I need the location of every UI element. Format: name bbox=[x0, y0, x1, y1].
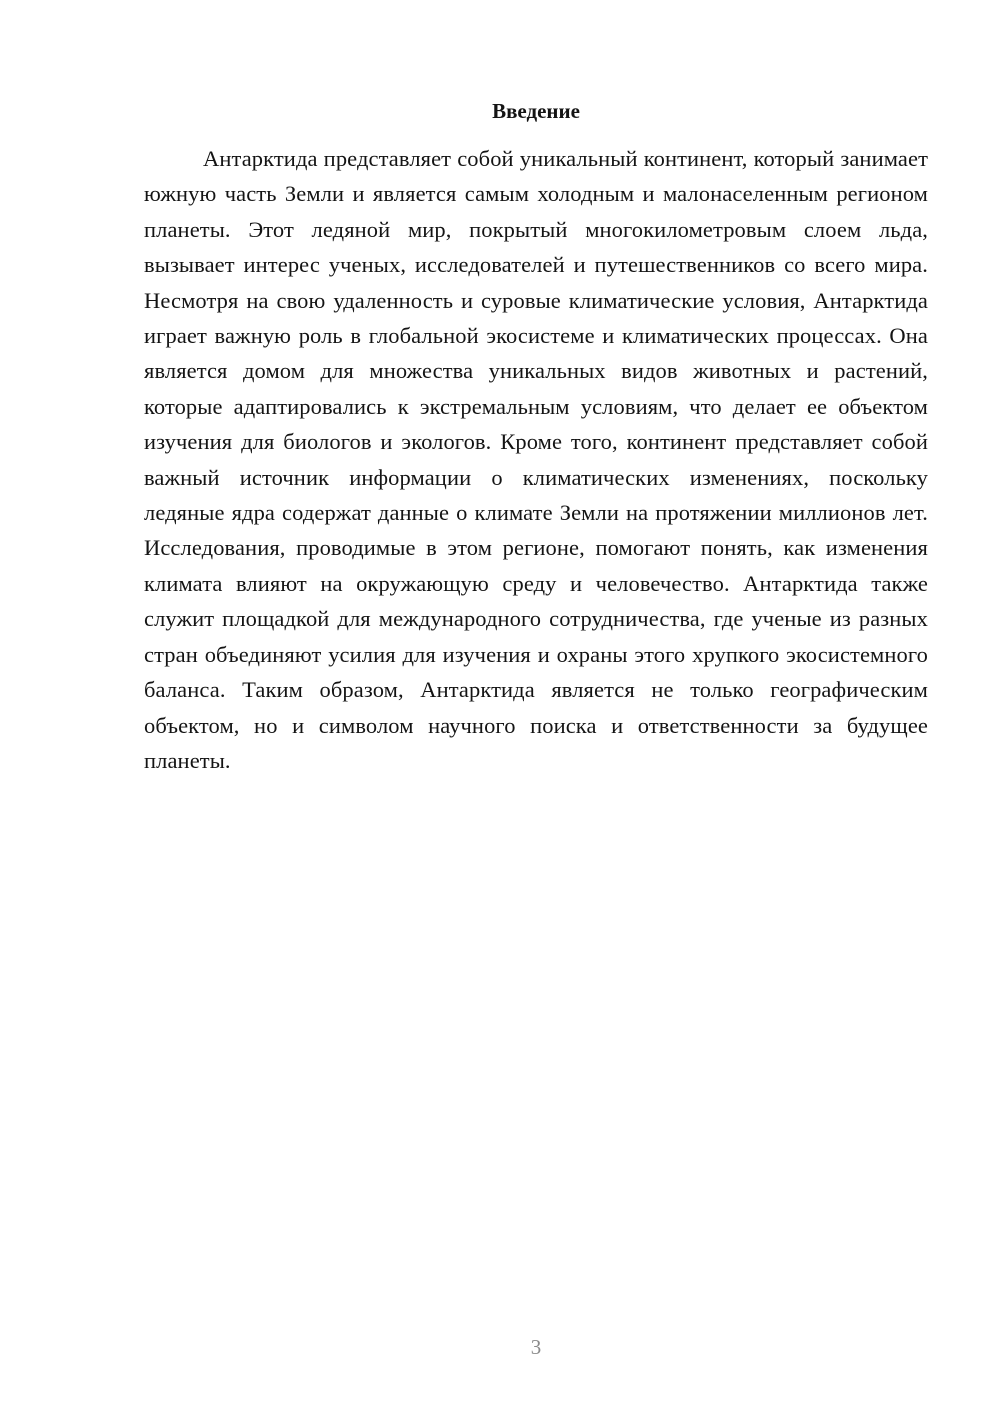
body-paragraph: Антарктида представляет собой уникальный континент, который занимает южную часть Земли и является самым холодным и малонаселенным регионом планеты. Этот ледяной мир, покрытый многокилометровым слоем льда, вызывает интерес ученых, исследователей и путешественников со всего мира. Несмотря на свою удаленность и суровые климатические условия, Антарктида играет важную роль в глобальной экосистеме и климатических процессах. Она является домом для множества уникальных видов животных и растений, которые адаптировались к экстремальным условиям, что делает ее объектом изучения для биологов и экологов. Кроме того, континент представляет собой важный источник информации о климатических изменениях, поскольку ледяные ядра содержат данные о климате Земли на протяжении миллионов лет. Исследования, проводимые в этом регионе, помогают понять, как изменения климата влияют на окружающую среду и человечество. Антарктида также служит площадкой для международного сотрудничества, где ученые из разных стран объединяют усилия для изучения и охраны этого хрупкого экосистемного баланса. Таким образом, Антарктида является не только географическим объектом, но и символом научного поиска и ответственности за будущее планеты. bbox=[144, 146, 928, 773]
section-heading: Введение bbox=[492, 99, 580, 123]
page-number: 3 bbox=[530, 1335, 542, 1359]
